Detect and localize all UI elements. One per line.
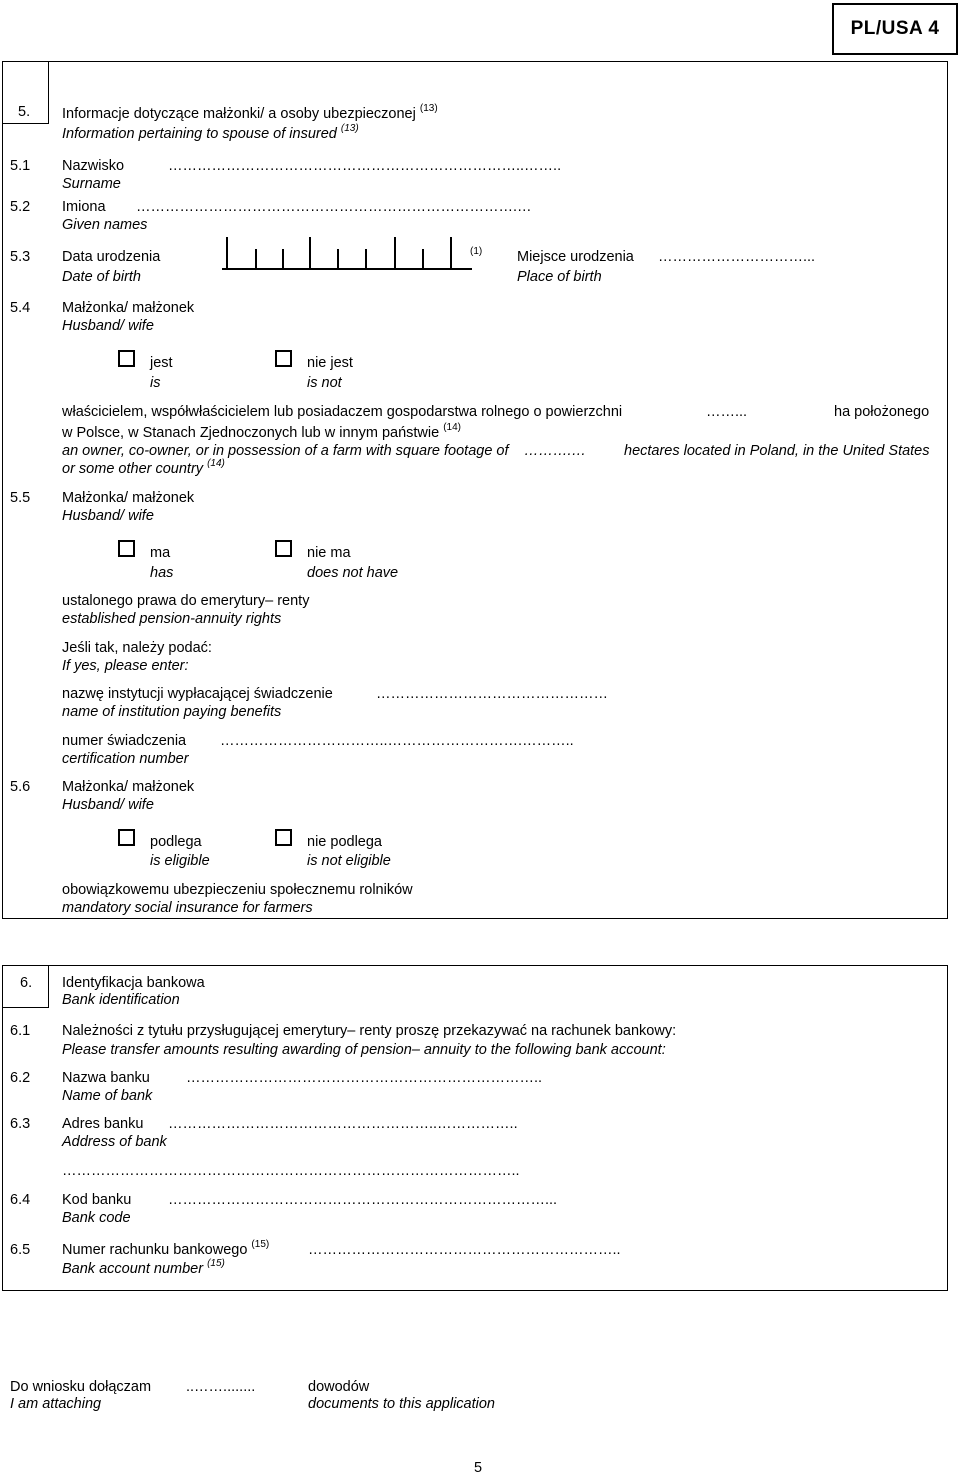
farmers-insurance-text-en: mandatory social insurance for farmers: [62, 900, 313, 916]
field-6-5-label: Numer rachunku bankowego $^{(15)}$: [62, 1239, 270, 1258]
no-rights-label: nie ma: [307, 545, 351, 561]
institution-label: nazwę instytucji wypłacającej świadczenie: [62, 686, 333, 702]
no-rights-checkbox[interactable]: [275, 540, 292, 557]
field-6-2-number: 6.2: [10, 1070, 31, 1086]
date-separator-tick: [450, 237, 452, 270]
field-5-3-label-en: Date of birth: [62, 269, 141, 285]
date-digit-tick: [422, 249, 424, 269]
field-6-2-label: Nazwa banku: [62, 1070, 150, 1086]
date-separator-tick: [226, 237, 228, 270]
is-owner-label-en: is: [150, 375, 161, 391]
section-5-number: 5.: [18, 104, 31, 120]
field-5-6-label: Małżonka/ małżonek: [62, 779, 195, 795]
if-yes-text-en: If yes, please enter:: [62, 658, 189, 674]
field-5-4-label: Małżonka/ małżonek: [62, 300, 195, 316]
is-not-owner-label-en: is not: [307, 375, 342, 391]
bank-account-input[interactable]: ………………………………………………………..: [308, 1242, 621, 1258]
attachments-label: Do wniosku dołączam: [10, 1379, 152, 1395]
field-5-2-label: Imiona: [62, 199, 106, 215]
institution-input[interactable]: …………………………………………: [376, 686, 608, 702]
field-5-5-number: 5.5: [10, 490, 31, 506]
is-not-owner-label: nie jest: [307, 355, 353, 371]
place-of-birth-input[interactable]: …………………………...: [658, 249, 816, 265]
date-baseline: [222, 268, 472, 270]
field-6-5-number: 6.5: [10, 1242, 31, 1258]
field-6-4-label: Kod banku: [62, 1192, 132, 1208]
eligible-label-en: is eligible: [150, 853, 210, 869]
not-eligible-label: nie podlega: [307, 834, 382, 850]
date-digit-tick: [282, 249, 284, 269]
certification-label-en: certification number: [62, 751, 189, 767]
date-of-birth-input[interactable]: [222, 237, 472, 271]
field-6-4-number: 6.4: [10, 1192, 31, 1208]
certification-input[interactable]: ……………………………..……………………….………..: [220, 733, 574, 749]
field-6-3-number: 6.3: [10, 1116, 31, 1132]
place-of-birth-label: Miejsce urodzenia: [517, 249, 634, 265]
documents-label: dowodów: [308, 1379, 370, 1395]
farm-location-text-en: hectares located in Poland, in the United States: [624, 443, 930, 459]
section-6-number: 6.: [20, 975, 33, 991]
field-5-2-label-en: Given names: [62, 217, 148, 233]
field-5-3-number: 5.3: [10, 249, 31, 265]
bank-name-input[interactable]: ………………………………………………………………..: [186, 1070, 543, 1086]
surname-input[interactable]: ………………………………………………………………..……..: [168, 158, 562, 174]
farm-location-text: w Polsce, w Stanach Zjednoczonych lub w innym państwie $^{(14)}$: [62, 422, 462, 441]
bank-code-input[interactable]: ……………………………………………………………………...: [168, 1192, 558, 1208]
farm-area-input[interactable]: ……...: [706, 404, 748, 420]
section-5-title-en: Information pertaining to spouse of insured $^{(13)}$: [62, 123, 359, 142]
field-6-1-label: Należności z tytułu przysługującej emerytury– renty proszę przekazywać na rachunek bankowy:: [62, 1023, 677, 1039]
field-5-6-label-en: Husband/ wife: [62, 797, 154, 813]
attachments-count-input[interactable]: ..……........: [186, 1379, 256, 1395]
bank-address-input-line-2[interactable]: …………………………………………………………………………………..: [62, 1163, 520, 1179]
form-code: PL/USA 4: [832, 3, 958, 55]
attachments-label-en: I am attaching: [10, 1396, 102, 1412]
field-6-1-label-en: Please transfer amounts resulting awarding of pension– annuity to the following bank account:: [62, 1042, 666, 1058]
date-digit-tick: [337, 249, 339, 269]
has-rights-label-en: has: [150, 565, 174, 581]
date-separator-tick: [309, 237, 311, 270]
has-rights-checkbox[interactable]: [118, 540, 135, 557]
farm-country-text-en: or some other country $^{(14)}$: [62, 458, 225, 477]
section-6-title-en: Bank identification: [62, 992, 180, 1008]
place-of-birth-label-en: Place of birth: [517, 269, 602, 285]
field-6-3-label: Adres banku: [62, 1116, 144, 1132]
not-eligible-checkbox[interactable]: [275, 829, 292, 846]
field-5-6-number: 5.6: [10, 779, 31, 795]
institution-label-en: name of institution paying benefits: [62, 704, 282, 720]
date-digit-tick: [255, 249, 257, 269]
field-5-4-label-en: Husband/ wife: [62, 318, 154, 334]
field-5-1-label-en: Surname: [62, 176, 121, 192]
documents-label-en: documents to this application: [308, 1396, 495, 1412]
not-eligible-label-en: is not eligible: [307, 853, 391, 869]
field-5-3-label: Data urodzenia: [62, 249, 161, 265]
date-separator-tick: [394, 237, 396, 270]
farm-owner-text-en: an owner, co-owner, or in possession of a farm with square footage of: [62, 443, 509, 459]
field-5-4-number: 5.4: [10, 300, 31, 316]
field-5-1-label: Nazwisko: [62, 158, 125, 174]
page-number: 5: [474, 1460, 483, 1476]
field-6-1-number: 6.1: [10, 1023, 31, 1039]
farm-area-unit: ha położonego: [834, 404, 930, 420]
is-owner-label: jest: [150, 355, 173, 371]
field-6-2-label-en: Name of bank: [62, 1088, 153, 1104]
given-names-input[interactable]: …………………………………………………………………….…: [136, 199, 532, 215]
date-of-birth-footnote: (1): [470, 246, 483, 257]
farmers-insurance-text: obowiązkowemu ubezpieczeniu społecznemu rolników: [62, 882, 413, 898]
has-rights-label: ma: [150, 545, 171, 561]
eligible-label: podlega: [150, 834, 202, 850]
field-5-5-label: Małżonka/ małżonek: [62, 490, 195, 506]
farm-area-input-en[interactable]: ……….…: [524, 443, 587, 459]
field-6-3-label-en: Address of bank: [62, 1134, 167, 1150]
eligible-checkbox[interactable]: [118, 829, 135, 846]
no-rights-label-en: does not have: [307, 565, 399, 581]
section-6-title: Identyfikacja bankowa: [62, 975, 205, 991]
section-5-title: Informacje dotyczące małżonki/ a osoby ubezpieczonej $^{(13)}$: [62, 103, 438, 122]
bank-address-input[interactable]: ………………………………………………..……………..: [168, 1116, 518, 1132]
date-digit-tick: [365, 249, 367, 269]
if-yes-text: Jeśli tak, należy podać:: [62, 640, 212, 656]
field-6-4-label-en: Bank code: [62, 1210, 131, 1226]
is-not-owner-checkbox[interactable]: [275, 350, 292, 367]
farm-owner-text: właścicielem, współwłaścicielem lub posiadaczem gospodarstwa rolnego o powierzchni: [62, 404, 623, 420]
certification-label: numer świadczenia: [62, 733, 187, 749]
is-owner-checkbox[interactable]: [118, 350, 135, 367]
pension-rights-text-en: established pension-annuity rights: [62, 611, 282, 627]
field-5-5-label-en: Husband/ wife: [62, 508, 154, 524]
field-5-1-number: 5.1: [10, 158, 31, 174]
pension-rights-text: ustalonego prawa do emerytury– renty: [62, 593, 310, 609]
field-5-2-number: 5.2: [10, 199, 31, 215]
field-6-5-label-en: Bank account number $^{(15)}$: [62, 1258, 225, 1277]
